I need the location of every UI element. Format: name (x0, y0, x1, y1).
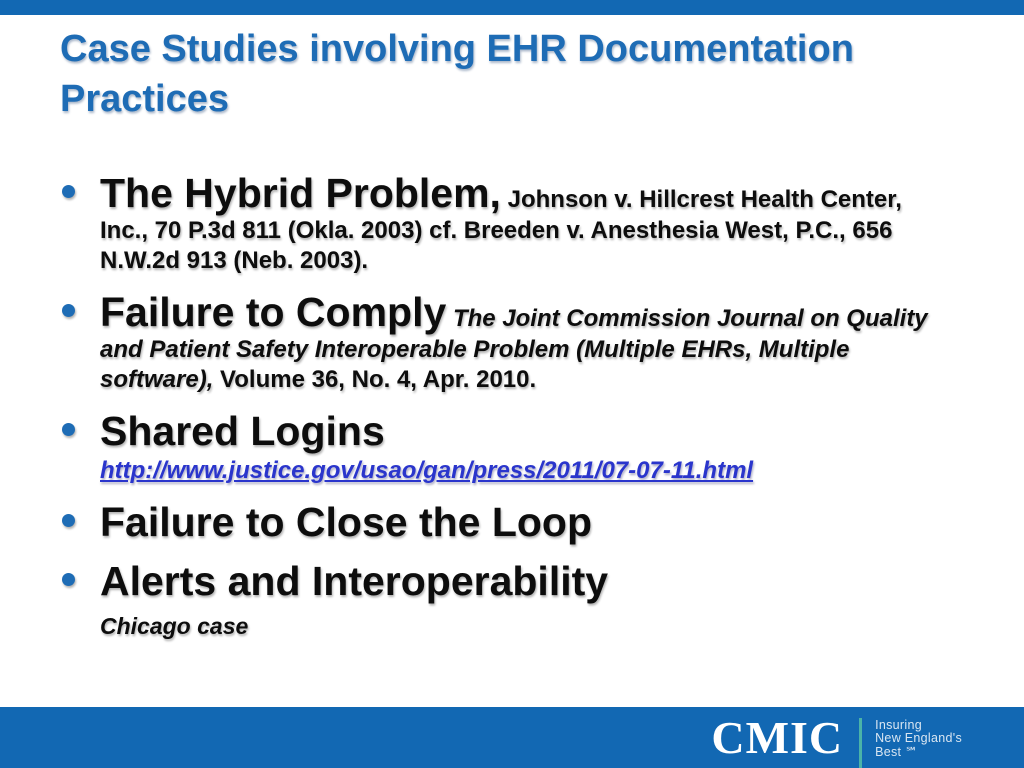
bullet-icon (62, 185, 75, 198)
bullet-item-hybrid-problem (62, 170, 947, 276)
slide-title-line-2: Practices (60, 78, 230, 120)
bullet-icon (62, 304, 75, 317)
bullet-list (62, 170, 947, 653)
tagline-line-2: New England's (875, 731, 962, 746)
bullet-main-text: Failure to Comply (100, 289, 447, 335)
link-line (100, 456, 947, 486)
slide-title (60, 24, 960, 124)
tagline-line-3: Best ℠ (875, 744, 919, 759)
bullet-icon (62, 514, 75, 527)
bullet-item-failure-to-comply (62, 289, 947, 395)
bullet-citation-italic: The Joint Commission Journal on Quality and Patient Safety Interoperable Problem (Multiple EHRs, Multiple software), (100, 305, 928, 393)
bullet-icon (62, 423, 75, 436)
bullet-main-text: Shared Logins (100, 408, 385, 454)
logo-tagline (875, 716, 962, 760)
footer-bar (0, 707, 1024, 768)
bullet-main-text: Alerts and Interoperability (100, 558, 609, 604)
bullet-citation-rest: Volume 36, No. 4, Apr. 2010. (220, 366, 537, 393)
cmic-logo (711, 707, 962, 768)
bullet-icon (62, 573, 75, 586)
bullet-main-text: The Hybrid Problem, (100, 170, 501, 216)
bullet-item-alerts-interoperability (62, 558, 947, 640)
justice-gov-press-release-link[interactable]: http://www.justice.gov/usao/gan/press/2011/07-07-11.html (100, 457, 754, 484)
bullet-item-failure-close-loop (62, 499, 947, 545)
bullet-item-shared-logins (62, 408, 947, 486)
bullet-citation: Johnson v. Hillcrest Health Center, Inc., 70 P.3d 811 (Okla. 2003) cf. Breeden v. Anesthesia West, P.C., 656 N.W.2d 913 (Neb. 2003). (100, 186, 902, 274)
logo-divider (859, 718, 862, 768)
bullet-subtext: Chicago case (100, 613, 249, 639)
slide-title-line-1: Case Studies involving EHR Documentation (60, 28, 854, 70)
tagline-line-1: Insuring (875, 717, 922, 732)
cmic-logo-text: CMIC (711, 712, 844, 763)
bullet-main-text: Failure to Close the Loop (100, 499, 593, 545)
top-accent-bar (0, 0, 1024, 15)
